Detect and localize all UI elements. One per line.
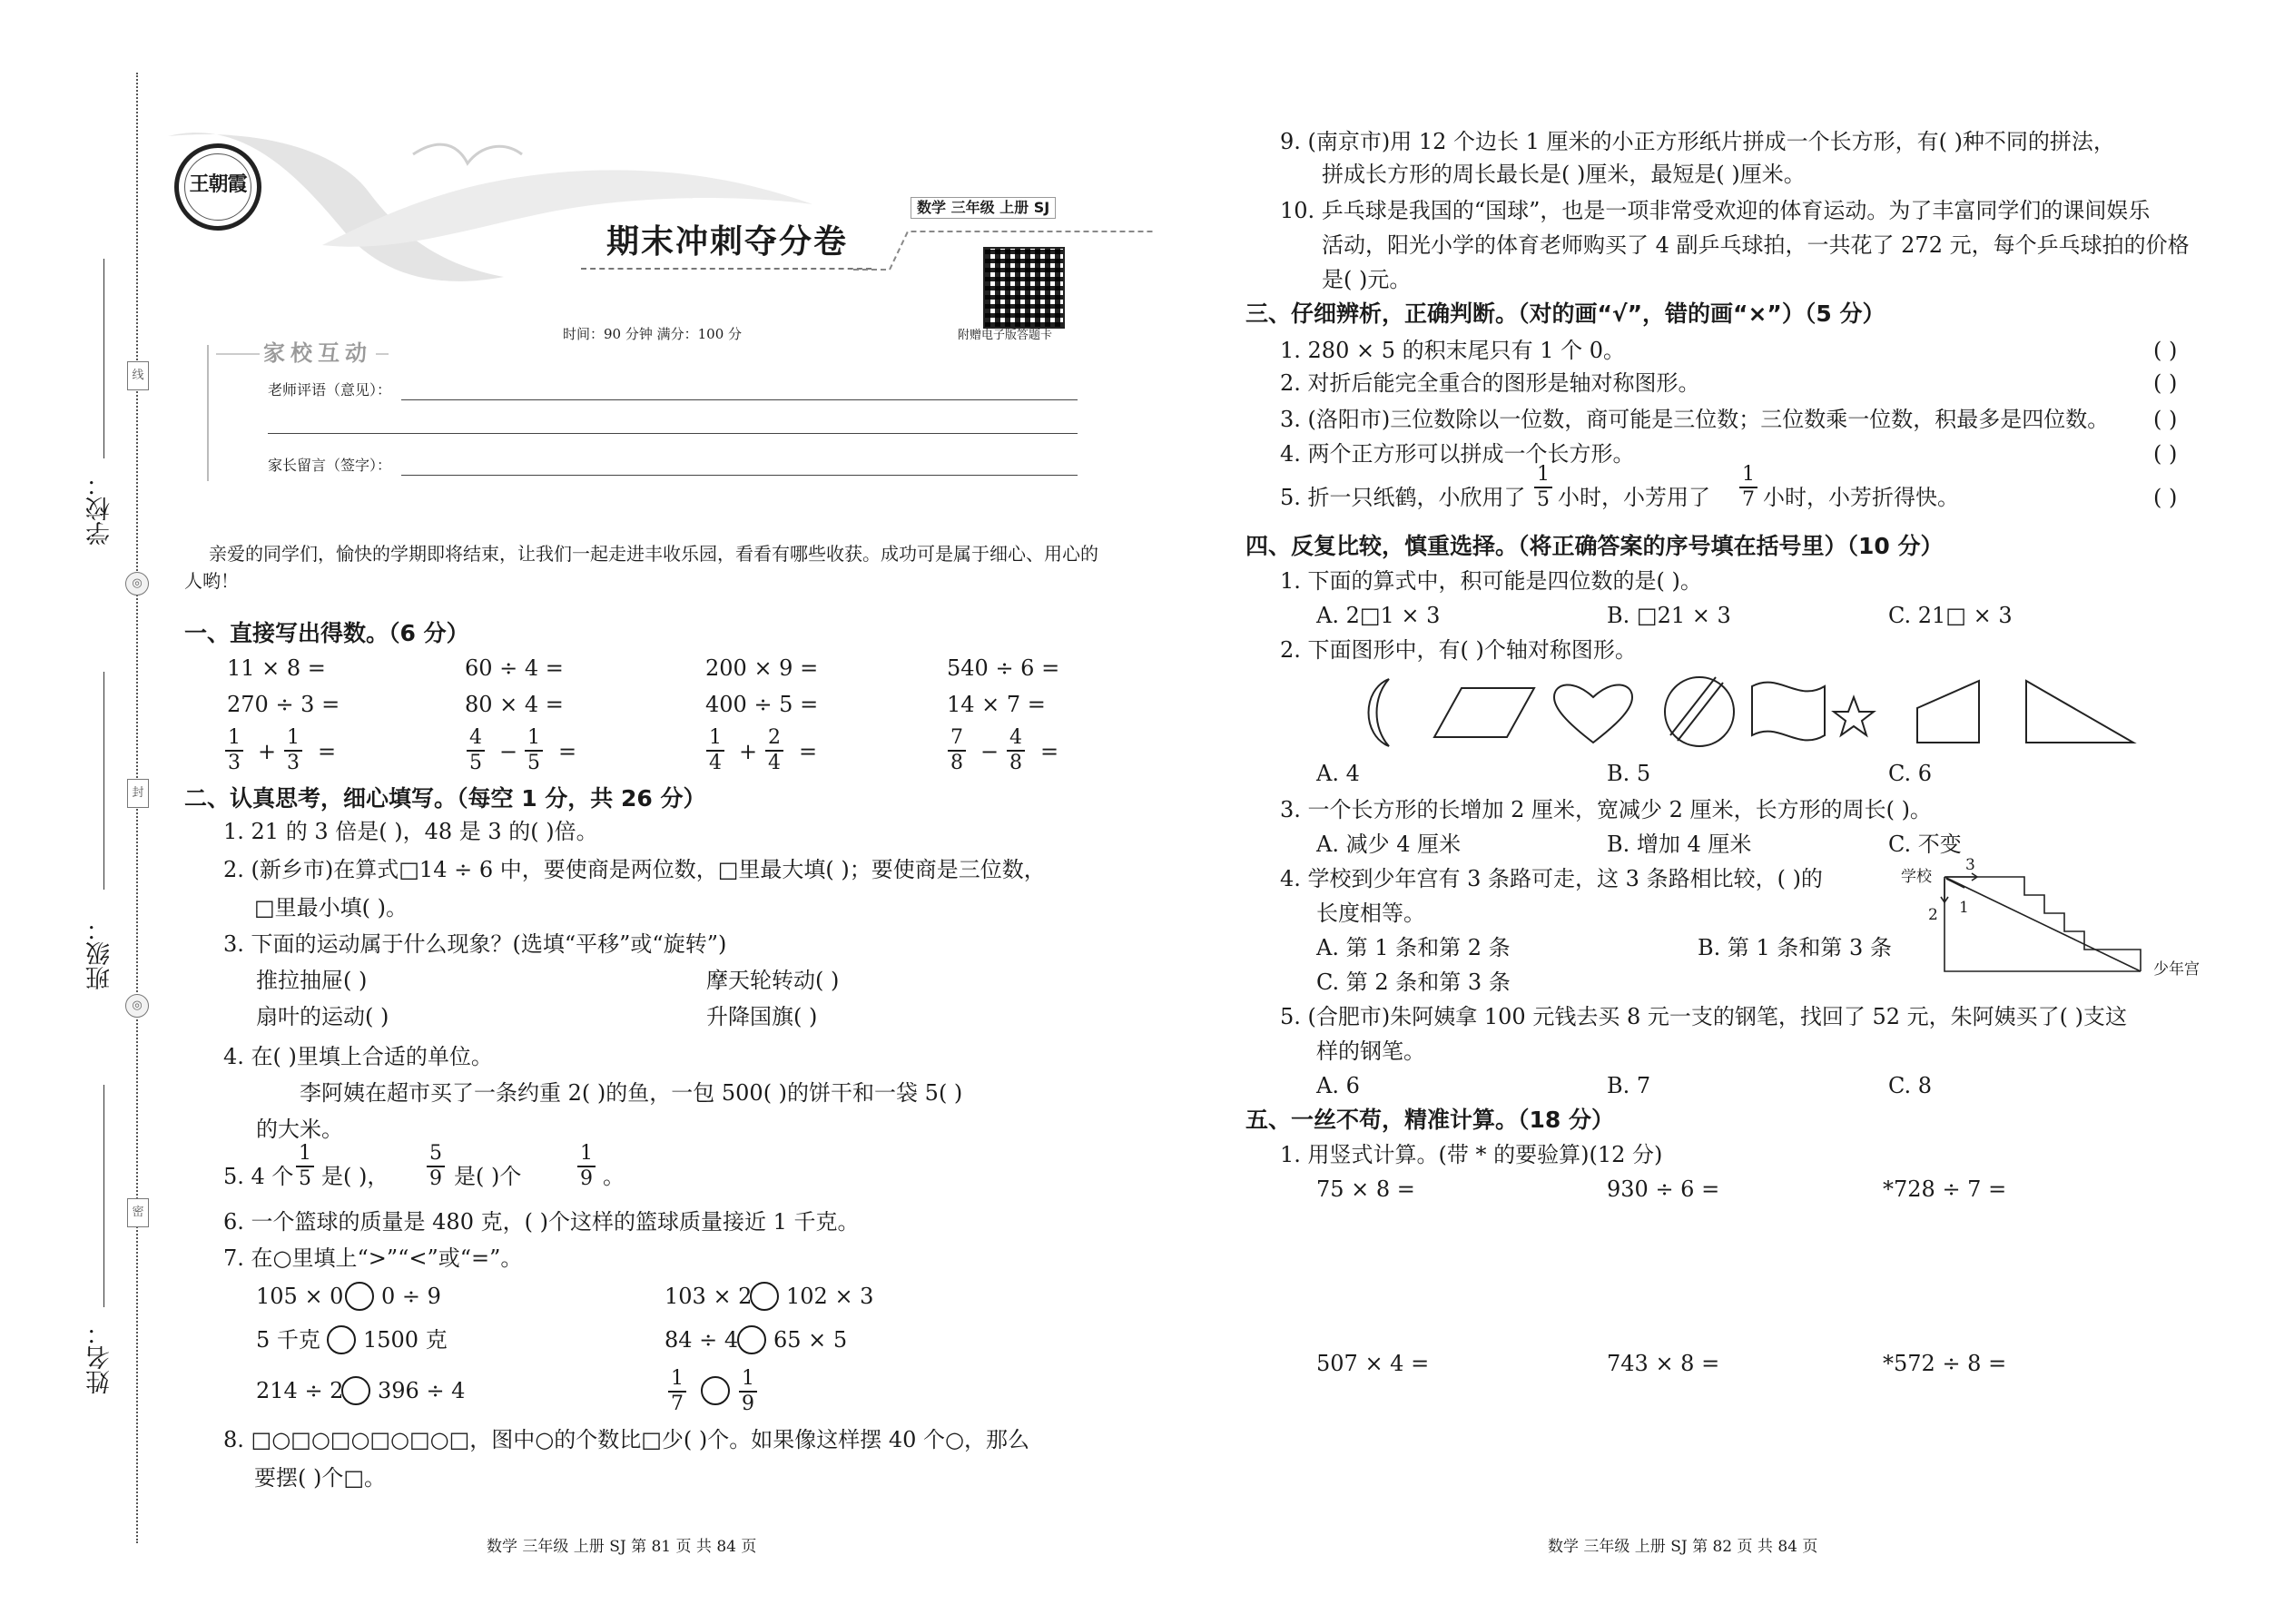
s2-q5-part-d: 。: [603, 1164, 625, 1189]
s2-q6: 6. 一个篮球的质量是 480 克，( )个这样的篮球质量接近 1 千克。: [223, 1209, 860, 1235]
s1-op-1: +: [258, 739, 277, 764]
s1-r2-c4: 14 × 7 =: [947, 692, 1046, 717]
s1-eq-1: =: [318, 739, 337, 764]
s2-q7-e-right: 396 ÷ 4: [378, 1378, 466, 1403]
s4-q3-opt-b[interactable]: B. 增加 4 厘米: [1607, 832, 1752, 857]
footer-right: 数学 三年级 上册 SJ 第 82 页 共 84 页: [1548, 1538, 1818, 1556]
comment-box-bracket: [207, 345, 227, 481]
s1-frac-3a: $\frac{1}{4}$: [706, 726, 724, 775]
star-shape: [1834, 697, 1874, 735]
s2-q7-b-circle[interactable]: [750, 1282, 779, 1311]
binding-seal-2: ◎: [125, 994, 149, 1018]
route-school-label: 学校: [1901, 868, 1932, 886]
s2-q5-frac-1: $\frac{1}{5}$: [296, 1142, 314, 1191]
s2-q5-part-c: 是( )个: [454, 1164, 522, 1189]
s3-item-5-part-c: 小时，小芳折得快。: [1763, 485, 1959, 510]
s2-q3-a: 推拉抽屉( ): [256, 968, 368, 993]
name-underline: [103, 1085, 104, 1307]
s1-eq-2: =: [558, 739, 577, 764]
s2-q7-a-left: 105 × 0: [256, 1284, 344, 1309]
s4-q3-opt-c[interactable]: C. 不变: [1888, 832, 1962, 857]
s2-q7-e-left: 214 ÷ 2: [256, 1378, 344, 1403]
s1-eq-4: =: [1040, 739, 1059, 764]
s4-q4-line2: 长度相等。: [1316, 901, 1425, 926]
s1-op-3: +: [739, 739, 758, 764]
s1-frac-4a: $\frac{7}{8}$: [948, 726, 966, 775]
s2-q3-c: 扇叶的运动( ): [256, 1004, 389, 1029]
q10-line3: 是( )元。: [1322, 267, 1412, 292]
s2-q7-a-right: 0 ÷ 9: [381, 1284, 441, 1309]
s3-item-5-frac-1: $\frac{1}{5}$: [1534, 463, 1552, 512]
s4-q1-opt-a[interactable]: A. 2□1 × 3: [1316, 603, 1441, 628]
s1-r2-c2: 80 × 4 =: [465, 692, 564, 717]
s4-q3: 3. 一个长方形的长增加 2 厘米，宽减少 2 厘米，长方形的周长( )。: [1280, 797, 1932, 822]
qr-code[interactable]: [983, 247, 1065, 329]
family-school-label: 家校互动: [260, 338, 376, 369]
class-underline: [103, 672, 104, 890]
s5-r1-c1: 75 × 8 =: [1316, 1176, 1415, 1202]
s5-r2-c3: *572 ÷ 8 =: [1883, 1351, 2007, 1376]
s1-frac-3b: $\frac{2}{4}$: [765, 726, 783, 775]
intro-line-1: 亲爱的同学们，愉快的学期即将结束，让我们一起走进丰收乐园，看看有哪些收获。成功可是属于细心、用心的: [209, 543, 1098, 565]
s2-q3-d: 升降国旗( ): [706, 1004, 818, 1029]
s3-item-5-part-a: 5. 折一只纸鹤，小欣用了: [1280, 485, 1526, 510]
school-label: 学校：: [86, 472, 114, 546]
section-3-heading: 三、仔细辨析，正确判断。（对的画“√”，错的画“×”）（5 分）: [1245, 300, 1885, 327]
binding-tag-line: 线: [127, 361, 149, 390]
s2-q1: 1. 21 的 3 倍是( )，48 是 3 的( )倍。: [223, 819, 598, 844]
s4-q2-opt-c[interactable]: C. 6: [1888, 761, 1933, 786]
subject-tag: 数学 三年级 上册 SJ: [911, 197, 1056, 219]
s4-q4-line1: 4. 学校到少年宫有 3 条路可走，这 3 条路相比较，( )的: [1280, 866, 1823, 891]
s2-q5-part-a: 5. 4 个: [223, 1164, 294, 1189]
binding-dotted-line: [136, 73, 138, 1543]
s5-r1-c3: *728 ÷ 7 =: [1883, 1176, 2007, 1202]
wave-flag-shape: [1752, 683, 1825, 741]
s5-q1: 1. 用竖式计算。(带 * 的要验算)(12 分): [1280, 1142, 1663, 1167]
s1-frac-2b: $\frac{1}{5}$: [525, 726, 543, 775]
s3-item-5-part-b: 小时，小芳用了: [1558, 485, 1710, 510]
s1-r1-c2: 60 ÷ 4 =: [465, 655, 564, 681]
teacher-comment-label: 老师评语（意见）：: [268, 381, 392, 399]
s4-q2-opt-b[interactable]: B. 5: [1607, 761, 1651, 786]
s1-r1-c3: 200 × 9 =: [705, 655, 819, 681]
s2-q2-line1: 2. (新乡市)在算式□14 ÷ 6 中，要使商是两位数，□里最大填( )；要使商是三位数，: [223, 857, 1046, 882]
route-arrow-1: [1946, 879, 1964, 888]
route-palace-label: 少年宫: [2153, 960, 2200, 979]
parent-comment-line[interactable]: [401, 475, 1078, 476]
s1-r1-c4: 540 ÷ 6 =: [947, 655, 1060, 681]
s1-op-2: −: [499, 739, 518, 764]
s2-q7-d-left: 84 ÷ 4: [665, 1327, 739, 1353]
q9-line1: 9. (南京市)用 12 个边长 1 厘米的小正方形纸片拼成一个长方形，有( )种不同的拼法，: [1280, 129, 2115, 154]
s2-q4-line1: 李阿姨在超市买了一条约重 2( )的鱼，一包 500( )的饼干和一袋 5( ): [300, 1080, 963, 1106]
s1-eq-3: =: [799, 739, 818, 764]
s5-r1-c2: 930 ÷ 6 =: [1607, 1176, 1720, 1202]
s4-q1-opt-c[interactable]: C. 21□ × 3: [1888, 603, 2013, 628]
s3-item-2: 2. 对折后能完全重合的图形是轴对称图形。: [1280, 370, 1700, 396]
s2-q7-f-frac-2: $\frac{1}{9}$: [739, 1367, 757, 1416]
right-triangle-shape: [2026, 681, 2133, 743]
s1-frac-2a: $\frac{4}{5}$: [467, 726, 485, 775]
intro-line-2: 人哟！: [184, 570, 239, 592]
brand-logo: [174, 143, 261, 231]
s2-q7-e-circle[interactable]: [341, 1376, 370, 1405]
s4-q5-opt-b[interactable]: B. 7: [1607, 1073, 1651, 1098]
binding-seal-1: ◎: [125, 572, 149, 595]
s3-paren-4[interactable]: ( ): [2153, 441, 2178, 467]
s4-q4-opt-a[interactable]: A. 第 1 条和第 2 条: [1316, 935, 1511, 960]
s2-q7-c-right: 1500 克: [363, 1327, 448, 1353]
s2-q3-b: 摩天轮转动( ): [706, 968, 840, 993]
section-2-heading: 二、认真思考，细心填写。（每空 1 分，共 26 分）: [184, 785, 706, 812]
s3-item-5-frac-2: $\frac{1}{7}$: [1739, 463, 1757, 512]
s1-frac-1a: $\frac{1}{3}$: [225, 726, 243, 775]
s2-q7-f-circle[interactable]: [701, 1376, 730, 1405]
s3-paren-5[interactable]: ( ): [2153, 485, 2178, 510]
s2-q2-line2: □里最小填( )。: [254, 895, 409, 920]
s1-r2-c3: 400 ÷ 5 =: [705, 692, 819, 717]
s1-r2-c1: 270 ÷ 3 =: [227, 692, 340, 717]
s4-q1: 1. 下面的算式中，积可能是四位数的是( )。: [1280, 568, 1702, 594]
q9-line2: 拼成长方形的周长最长是( )厘米，最短是( )厘米。: [1322, 162, 1806, 187]
s2-q5-frac-2: $\frac{5}{9}$: [427, 1142, 445, 1191]
teacher-comment-line-1[interactable]: [401, 399, 1078, 400]
s2-q7-b-right: 102 × 3: [786, 1284, 874, 1309]
section-1-heading: 一、直接写出得数。（6 分）: [184, 620, 469, 646]
s2-q3: 3. 下面的运动属于什么现象？(选填“平移”或“旋转”): [223, 931, 727, 957]
s3-paren-2[interactable]: ( ): [2153, 370, 2178, 396]
route-label-1: 1: [1959, 899, 1969, 917]
s2-q7-d-right: 65 × 5: [773, 1327, 848, 1353]
name-label: 姓名：: [86, 1321, 114, 1394]
s1-frac-4b: $\frac{4}{8}$: [1007, 726, 1025, 775]
s4-q5-line2: 样的钢笔。: [1316, 1038, 1425, 1064]
s2-q7-a-circle[interactable]: [345, 1282, 374, 1311]
s5-r2-c2: 743 × 8 =: [1607, 1351, 1720, 1376]
parallelogram-shape: [1434, 688, 1534, 737]
s2-q4: 4. 在( )里填上合适的单位。: [223, 1044, 493, 1069]
trapezoid-shape: [1917, 681, 1979, 743]
route-figure: [1934, 862, 2170, 980]
s4-q5-opt-a[interactable]: A. 6: [1316, 1073, 1360, 1098]
family-school-badge: [216, 338, 389, 370]
s5-r2-c1: 507 × 4 =: [1316, 1351, 1430, 1376]
s2-q7-c-circle[interactable]: [327, 1325, 356, 1354]
s1-r1-c1: 11 × 8 =: [227, 655, 326, 681]
class-label: 班级：: [86, 917, 114, 990]
crescent-shape: [1369, 679, 1390, 746]
s1-op-4: −: [980, 739, 999, 764]
s3-paren-3[interactable]: ( ): [2153, 407, 2178, 432]
s4-q2-opt-a[interactable]: A. 4: [1316, 761, 1360, 786]
s2-q8-line1: 8. □○□○□○□○□○□，图中○的个数比□少( )个。如果像这样摆 40 个○，那么: [223, 1427, 1029, 1452]
page-title: 期末冲刺夺分卷: [606, 223, 849, 261]
route-path-1: [1944, 877, 2141, 971]
s3-item-4: 4. 两个正方形可以拼成一个长方形。: [1280, 441, 1635, 467]
section-4-heading: 四、反复比较，慎重选择。（将正确答案的序号填在括号里）（10 分）: [1245, 533, 1944, 559]
s4-q1-opt-b[interactable]: B. □21 × 3: [1607, 603, 1731, 628]
s2-q5-part-b: 是( )，: [321, 1164, 389, 1189]
s2-q7: 7. 在○里填上“>”“<”或“=”。: [223, 1245, 523, 1271]
s2-q8-line2: 要摆( )个□。: [254, 1465, 387, 1491]
s2-q7-f-frac-1: $\frac{1}{7}$: [668, 1367, 686, 1416]
route-label-3: 3: [1965, 856, 1975, 874]
s4-q4-opt-b[interactable]: B. 第 1 条和第 3 条: [1698, 935, 1892, 960]
section-5-heading: 五、一丝不苟，精准计算。（18 分）: [1245, 1107, 1614, 1133]
s4-q5-opt-c[interactable]: C. 8: [1888, 1073, 1933, 1098]
binding-tag-seal: 封: [127, 779, 149, 808]
route-label-2: 2: [1928, 906, 1938, 924]
s2-q5-frac-3: $\frac{1}{9}$: [577, 1142, 596, 1191]
s3-paren-1[interactable]: ( ): [2153, 338, 2178, 363]
s4-q5-line1: 5. (合肥市)朱阿姨拿 100 元钱去买 8 元一支的钢笔，找回了 52 元，朱阿姨买了( )支这: [1280, 1004, 2127, 1029]
heart-shape: [1554, 684, 1632, 743]
s2-q4-line2: 的大米。: [256, 1117, 343, 1142]
s4-q2: 2. 下面图形中，有( )个轴对称图形。: [1280, 637, 1637, 663]
teacher-comment-line-2[interactable]: [268, 433, 1078, 434]
title-underline-deco: [581, 268, 871, 270]
s2-q7-d-circle[interactable]: [737, 1325, 766, 1354]
s2-q7-c-left: 5 千克: [256, 1327, 320, 1353]
s4-q4-opt-c[interactable]: C. 第 2 条和第 3 条: [1316, 969, 1511, 995]
school-underline: [103, 259, 104, 458]
time-info: 时间：90 分钟 满分：100 分: [563, 326, 743, 342]
brand-logo-text: 王朝霞: [189, 172, 247, 196]
footer-left: 数学 三年级 上册 SJ 第 81 页 共 84 页: [487, 1538, 757, 1556]
q10-line1: 10. 乒乓球是我国的“国球”，也是一项非常受欢迎的体育运动。为了丰富同学们的课间娱乐: [1280, 198, 2151, 223]
s1-frac-1b: $\frac{1}{3}$: [284, 726, 302, 775]
q10-line2: 活动，阳光小学的体育老师购买了 4 副乒乓球拍，一共花了 272 元，每个乒乓球拍的价格: [1322, 232, 2190, 258]
header-ribbon-decoration: [159, 118, 903, 300]
parent-comment-label: 家长留言（签字）：: [268, 457, 392, 474]
s2-q7-b-left: 103 × 2: [665, 1284, 753, 1309]
s3-item-3: 3. (洛阳市)三位数除以一位数，商可能是三位数；三位数乘一位数，积最多是四位数。: [1280, 407, 2110, 432]
s3-item-1: 1. 280 × 5 的积末尾只有 1 个 0。: [1280, 338, 1626, 363]
qr-caption: 附赠电子版答题卡: [958, 329, 1053, 342]
s4-q3-opt-a[interactable]: A. 减少 4 厘米: [1316, 832, 1462, 857]
s4-q2-shapes: [1353, 672, 2151, 753]
binding-tag-secret: 密: [127, 1198, 149, 1227]
